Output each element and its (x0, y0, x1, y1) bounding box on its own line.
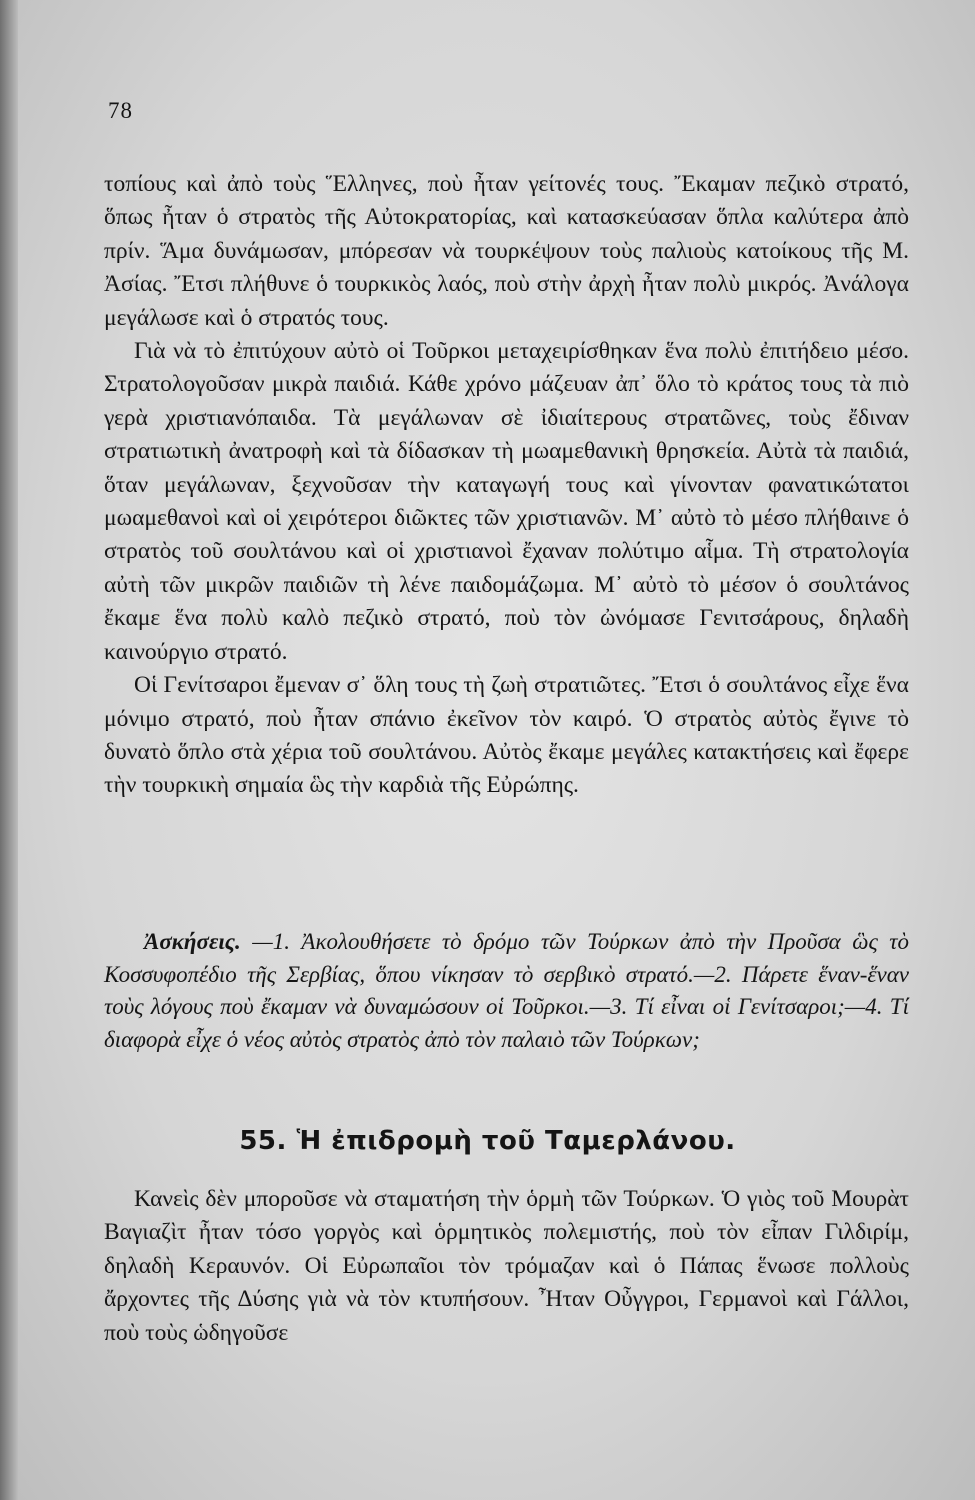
section-body (104, 1183, 909, 1350)
paragraph-1: τοπίους καὶ ἀπὸ τοὺς Ἕλληνες, ποὺ ἦταν γείτονές τους. Ἔκαμαν πεζικὸ στρατό, ὅπως ἦταν ὁ στρατὸς τῆς Αὐτοκρατορίας, καὶ κατασκεύασαν ὅπλα καλύτερα ἀπὸ πρίν. Ἅμα δυνάμωσαν, μπόρεσαν νὰ τουρκέψουν τοὺς παλιοὺς κατοίκους τῆς Μ. Ἀσίας. Ἔτσι πλήθυνε ὁ τουρκικὸς λαός, ποὺ στὴν ἀρχὴ ἦταν πολὺ μικρός. Ἀνάλογα μεγάλωσε καὶ ὁ στρατός τους. (104, 171, 909, 331)
main-text (104, 168, 909, 803)
exercises-label: Ἀσκήσεις. (144, 929, 241, 954)
page-gutter-shadow (0, 0, 18, 1500)
page-number: 78 (108, 98, 133, 123)
exercises-text: —1. Ἀκολουθήσετε τὸ δρόμο τῶν Τούρκων ἀπὸ τὴν Προῦσα ὣς τὸ Κοσσυφοπέδιο τῆς Σερβίας, ὅπου νίκησαν τὸ σερβικὸ στρατό.—2. Πάρετε ἕναν-ἕναν τοὺς λόγους ποὺ ἔκαμαν νὰ δυναμώσουν οἱ Τοῦρκοι.—3. Τί εἶναι οἱ Γενίτσαροι;—4. Τί διαφορὰ εἶχε ὁ νέος αὐτὸς στρατὸς ἀπὸ τὸν παλαιὸ τῶν Τούρκων; (104, 929, 909, 1052)
section-paragraph: Κανεὶς δὲν μποροῦσε νὰ σταματήση τὴν ὁρμὴ τῶν Τούρκων. Ὁ γιὸς τοῦ Μουρὰτ Βαγιαζὶτ ἦταν τόσο γοργὸς καὶ ὁρμητικὸς πολεμιστής, ποὺ τὸν εἶπαν Γιλδιρίμ, δηλαδὴ Κεραυνόν. Οἱ Εὐρωπαῖοι τὸν τρόμαζαν καὶ ὁ Πάπας ἕνωσε πολλοὺς ἄρχοντες τῆς Δύσης γιὰ νὰ τὸν κτυπήσουν. Ἦταν Οὖγγροι, Γερμανοὶ καὶ Γάλλοι, ποὺ τοὺς ὡδηγοῦσε (104, 1186, 909, 1346)
exercises-paragraph (104, 926, 909, 1056)
paragraph-3: Οἱ Γενίτσαροι ἔμεναν σ᾽ ὅλη τους τὴ ζωὴ στρατιῶτες. Ἔτσι ὁ σουλτάνος εἶχε ἕνα μόνιμο στρατό, ποὺ ἦταν σπάνιο ἐκεῖνον τὸν καιρό. Ὁ στρατὸς αὐτὸς ἔγινε τὸ δυνατὸ ὅπλο στὰ χέρια τοῦ σουλτάνου. Αὐτὸς ἔκαμε μεγάλες κατακτήσεις καὶ ἔφερε τὴν τουρκικὴ σημαία ὣς τὴν καρδιὰ τῆς Εὐρώπης. (104, 672, 909, 799)
exercises-block (104, 926, 909, 1056)
paragraph-2: Γιὰ νὰ τὸ ἐπιτύχουν αὐτὸ οἱ Τοῦρκοι μεταχειρίσθηκαν ἕνα πολὺ ἐπιτήδειο μέσο. Στρατολογοῦσαν μικρὰ παιδιά. Κάθε χρόνο μάζευαν ἀπ᾽ ὅλο τὸ κράτος τους τὰ πιὸ γερὰ χριστιανόπαιδα. Τὰ μεγάλωναν σὲ ἰδιαίτερους στρατῶνες, τοὺς ἔδιναν στρατιωτικὴ ἀνατροφὴ καὶ τὰ δίδασκαν τὴ μωαμεθανικὴ θρησκεία. Αὐτὰ τὰ παιδιά, ὅταν μεγάλωναν, ξεχνοῦσαν τὴν καταγωγή τους καὶ γίνονταν φανατικώτατοι μωαμεθανοὶ καὶ οἱ χειρότεροι διῶκτες τῶν χριστιανῶν. Μ᾽ αὐτὸ τὸ μέσο πλήθαινε ὁ στρατὸς τοῦ σουλτάνου καὶ οἱ χριστιανοὶ ἔχαναν πολύτιμο αἷμα. Τὴ στρατολογία αὐτὴ τῶν μικρῶν παιδιῶν τὴ λένε παιδομάζωμα. Μ᾽ αὐτὸ τὸ μέσον ὁ σουλτάνος ἔκαμε ἕνα πολὺ καλὸ πεζικὸ στρατό, ποὺ τὸν ὠνόμασε Γενιτσάρους, δηλαδὴ καινούργιο στρατό. (104, 338, 909, 665)
section-title: 55. Ἡ ἐπιδρομὴ τοῦ Ταμερλάνου. (239, 1126, 736, 1156)
